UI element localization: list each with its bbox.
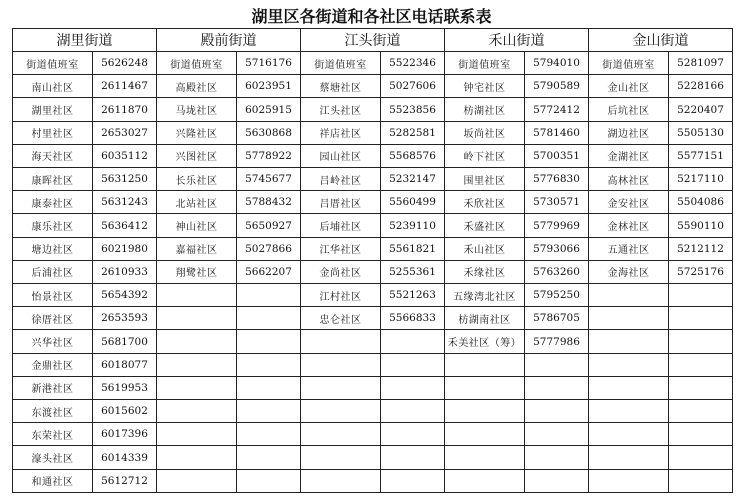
phone-number-cell: 5786705 xyxy=(525,307,589,330)
community-name-cell: 枋湖南社区 xyxy=(445,307,525,330)
phone-number-cell: 6018077 xyxy=(93,353,157,376)
community-name-cell: 忠仑社区 xyxy=(301,307,381,330)
phone-number-cell xyxy=(237,446,301,469)
phone-number-cell xyxy=(669,353,733,376)
phone-number-cell: 2653593 xyxy=(93,307,157,330)
phone-number-cell: 5716176 xyxy=(237,52,301,75)
phone-number-cell: 5521263 xyxy=(381,284,445,307)
phone-number-cell xyxy=(381,423,445,446)
street-header-jiangtou: 江头街道 xyxy=(301,29,445,52)
phone-number-cell: 5631243 xyxy=(93,191,157,214)
community-name-cell: 兴隆社区 xyxy=(157,121,237,144)
phone-number-cell xyxy=(237,376,301,399)
table-row xyxy=(13,376,733,399)
table-row xyxy=(13,237,733,260)
phone-number-cell xyxy=(237,284,301,307)
phone-number-cell xyxy=(381,446,445,469)
phone-number-cell: 5681700 xyxy=(93,330,157,353)
table-row xyxy=(13,52,733,75)
community-name-cell xyxy=(589,307,669,330)
phone-number-cell: 5662207 xyxy=(237,260,301,283)
community-name-cell: 湖边社区 xyxy=(589,121,669,144)
community-name-cell: 禾缘社区 xyxy=(445,260,525,283)
phone-number-cell xyxy=(237,400,301,423)
community-name-cell: 金山社区 xyxy=(589,75,669,98)
community-name-cell: 长乐社区 xyxy=(157,168,237,191)
community-name-cell: 江华社区 xyxy=(301,237,381,260)
community-name-cell: 和通社区 xyxy=(13,469,93,492)
community-name-cell: 金安社区 xyxy=(589,191,669,214)
table-row xyxy=(13,260,733,283)
phone-number-cell xyxy=(381,330,445,353)
phone-number-cell: 5779969 xyxy=(525,214,589,237)
phone-number-cell: 5626248 xyxy=(93,52,157,75)
community-name-cell xyxy=(445,469,525,492)
table-row xyxy=(13,446,733,469)
community-name-cell xyxy=(589,400,669,423)
community-name-cell: 后埔社区 xyxy=(301,214,381,237)
phone-number-cell: 5577151 xyxy=(669,144,733,167)
community-name-cell: 金林社区 xyxy=(589,214,669,237)
community-name-cell: 湖里社区 xyxy=(13,98,93,121)
community-name-cell: 怡景社区 xyxy=(13,284,93,307)
phone-number-cell: 5232147 xyxy=(381,168,445,191)
community-name-cell: 后浦社区 xyxy=(13,260,93,283)
phone-number-cell xyxy=(525,423,589,446)
table-row xyxy=(13,121,733,144)
community-name-cell xyxy=(301,330,381,353)
community-name-cell: 嘉福社区 xyxy=(157,237,237,260)
phone-number-cell: 5730571 xyxy=(525,191,589,214)
phone-number-cell: 5505130 xyxy=(669,121,733,144)
street-header-huli: 湖里街道 xyxy=(13,29,157,52)
community-name-cell xyxy=(445,446,525,469)
community-name-cell: 街道值班室 xyxy=(589,52,669,75)
community-name-cell: 后坑社区 xyxy=(589,98,669,121)
phone-number-cell: 6021980 xyxy=(93,237,157,260)
phone-number-cell: 5781460 xyxy=(525,121,589,144)
community-name-cell xyxy=(589,353,669,376)
community-name-cell: 北站社区 xyxy=(157,191,237,214)
phone-number-cell xyxy=(669,330,733,353)
street-header-jinshan: 金山街道 xyxy=(589,29,733,52)
table-row xyxy=(13,144,733,167)
phone-number-cell: 5522346 xyxy=(381,52,445,75)
phone-number-cell: 2611467 xyxy=(93,75,157,98)
street-header-heshan: 禾山街道 xyxy=(445,29,589,52)
table-row xyxy=(13,214,733,237)
community-name-cell: 金尚社区 xyxy=(301,260,381,283)
phone-number-cell: 6015602 xyxy=(93,400,157,423)
community-name-cell: 坂尚社区 xyxy=(445,121,525,144)
community-name-cell: 钟宅社区 xyxy=(445,75,525,98)
phone-number-cell: 2611870 xyxy=(93,98,157,121)
community-name-cell: 街道值班室 xyxy=(301,52,381,75)
phone-number-cell: 5776830 xyxy=(525,168,589,191)
phone-number-cell: 6017396 xyxy=(93,423,157,446)
phone-number-cell xyxy=(237,423,301,446)
phone-number-cell: 5790589 xyxy=(525,75,589,98)
phone-number-cell: 5228166 xyxy=(669,75,733,98)
community-name-cell: 东渡社区 xyxy=(13,400,93,423)
community-name-cell: 枋湖社区 xyxy=(445,98,525,121)
phone-number-cell: 5568576 xyxy=(381,144,445,167)
community-name-cell: 吕厝社区 xyxy=(301,191,381,214)
phone-number-cell: 5788432 xyxy=(237,191,301,214)
phone-number-cell xyxy=(669,307,733,330)
phone-number-cell xyxy=(381,376,445,399)
phone-number-cell xyxy=(669,469,733,492)
community-name-cell xyxy=(301,400,381,423)
phone-number-cell xyxy=(237,469,301,492)
table-row xyxy=(13,284,733,307)
phone-number-cell: 5560499 xyxy=(381,191,445,214)
community-name-cell xyxy=(445,423,525,446)
community-name-cell: 园山社区 xyxy=(301,144,381,167)
community-name-cell: 江村社区 xyxy=(301,284,381,307)
community-name-cell: 兴华社区 xyxy=(13,330,93,353)
community-name-cell: 塘边社区 xyxy=(13,237,93,260)
phone-number-cell: 6035112 xyxy=(93,144,157,167)
phone-number-cell: 5282581 xyxy=(381,121,445,144)
community-name-cell: 五通社区 xyxy=(589,237,669,260)
table-row xyxy=(13,307,733,330)
phone-number-cell xyxy=(669,446,733,469)
phone-number-cell: 5654392 xyxy=(93,284,157,307)
phone-number-cell: 5566833 xyxy=(381,307,445,330)
community-name-cell: 兴图社区 xyxy=(157,144,237,167)
community-name-cell: 街道值班室 xyxy=(157,52,237,75)
phone-number-cell: 5504086 xyxy=(669,191,733,214)
community-name-cell: 康晖社区 xyxy=(13,168,93,191)
community-name-cell xyxy=(157,284,237,307)
phone-number-cell xyxy=(525,353,589,376)
phone-number-cell xyxy=(525,400,589,423)
community-name-cell xyxy=(157,353,237,376)
phone-number-cell: 5631250 xyxy=(93,168,157,191)
phone-number-cell: 2610933 xyxy=(93,260,157,283)
phone-number-cell: 5612712 xyxy=(93,469,157,492)
community-name-cell: 徐厝社区 xyxy=(13,307,93,330)
community-name-cell: 蔡塘社区 xyxy=(301,75,381,98)
community-name-cell: 马垅社区 xyxy=(157,98,237,121)
phone-number-cell xyxy=(237,307,301,330)
community-name-cell xyxy=(589,330,669,353)
community-name-cell xyxy=(589,423,669,446)
phone-number-cell: 5217110 xyxy=(669,168,733,191)
phone-number-cell: 5523856 xyxy=(381,98,445,121)
phone-number-cell: 5027866 xyxy=(237,237,301,260)
table-title: 湖里区各街道和各社区电话联系表 xyxy=(251,7,492,26)
community-name-cell: 江头社区 xyxy=(301,98,381,121)
community-name-cell: 金鼎社区 xyxy=(13,353,93,376)
phone-number-cell xyxy=(669,400,733,423)
phone-number-cell xyxy=(381,353,445,376)
phone-number-cell: 5561821 xyxy=(381,237,445,260)
phone-number-cell: 5772412 xyxy=(525,98,589,121)
phone-number-cell: 5777986 xyxy=(525,330,589,353)
community-name-cell xyxy=(589,469,669,492)
community-name-cell xyxy=(301,446,381,469)
phone-number-cell: 6025915 xyxy=(237,98,301,121)
community-name-cell xyxy=(301,469,381,492)
phone-number-cell: 6023951 xyxy=(237,75,301,98)
community-name-cell xyxy=(157,446,237,469)
phone-number-cell xyxy=(669,284,733,307)
phone-number-cell: 5793066 xyxy=(525,237,589,260)
community-name-cell: 金湖社区 xyxy=(589,144,669,167)
community-name-cell: 禾山社区 xyxy=(445,237,525,260)
community-name-cell xyxy=(301,423,381,446)
phone-number-cell: 2653027 xyxy=(93,121,157,144)
community-name-cell xyxy=(589,284,669,307)
table-row xyxy=(13,98,733,121)
community-name-cell xyxy=(157,307,237,330)
community-name-cell xyxy=(157,400,237,423)
community-name-cell: 康泰社区 xyxy=(13,191,93,214)
phone-number-cell: 5636412 xyxy=(93,214,157,237)
phone-number-cell: 6014339 xyxy=(93,446,157,469)
phone-number-cell: 5281097 xyxy=(669,52,733,75)
phone-number-cell xyxy=(669,376,733,399)
community-name-cell: 吕岭社区 xyxy=(301,168,381,191)
community-name-cell: 金海社区 xyxy=(589,260,669,283)
community-name-cell: 村里社区 xyxy=(13,121,93,144)
community-name-cell xyxy=(445,353,525,376)
table-row xyxy=(13,423,733,446)
phone-number-cell: 5778922 xyxy=(237,144,301,167)
phone-number-cell xyxy=(237,330,301,353)
community-name-cell: 翔鹭社区 xyxy=(157,260,237,283)
phone-number-cell xyxy=(525,469,589,492)
community-name-cell: 濠头社区 xyxy=(13,446,93,469)
phone-number-cell: 5794010 xyxy=(525,52,589,75)
phone-number-cell: 5239110 xyxy=(381,214,445,237)
phone-number-cell: 5795250 xyxy=(525,284,589,307)
phone-number-cell: 5619953 xyxy=(93,376,157,399)
community-name-cell xyxy=(157,469,237,492)
community-name-cell: 海天社区 xyxy=(13,144,93,167)
table-row xyxy=(13,168,733,191)
table-row xyxy=(13,330,733,353)
community-name-cell: 高林社区 xyxy=(589,168,669,191)
phone-number-cell: 5650927 xyxy=(237,214,301,237)
community-name-cell: 街道值班室 xyxy=(445,52,525,75)
phone-number-cell: 5763260 xyxy=(525,260,589,283)
community-name-cell xyxy=(157,330,237,353)
table-row xyxy=(13,75,733,98)
phone-number-cell: 5255361 xyxy=(381,260,445,283)
table-row xyxy=(13,400,733,423)
community-name-cell xyxy=(157,376,237,399)
community-name-cell: 神山社区 xyxy=(157,214,237,237)
phone-number-cell xyxy=(237,353,301,376)
community-name-cell: 南山社区 xyxy=(13,75,93,98)
header-row xyxy=(13,29,733,52)
phone-number-cell: 5725176 xyxy=(669,260,733,283)
community-name-cell xyxy=(157,423,237,446)
community-name-cell: 街道值班室 xyxy=(13,52,93,75)
community-name-cell: 高殿社区 xyxy=(157,75,237,98)
phone-number-cell xyxy=(381,469,445,492)
community-name-cell: 禾欣社区 xyxy=(445,191,525,214)
community-name-cell xyxy=(301,353,381,376)
phone-number-cell: 5590110 xyxy=(669,214,733,237)
community-name-cell: 禾美社区（筹） xyxy=(445,330,525,353)
contact-table xyxy=(12,28,733,493)
phone-number-cell: 5630868 xyxy=(237,121,301,144)
community-name-cell: 康乐社区 xyxy=(13,214,93,237)
community-name-cell: 围里社区 xyxy=(445,168,525,191)
community-name-cell xyxy=(301,376,381,399)
community-name-cell: 禾盛社区 xyxy=(445,214,525,237)
phone-number-cell: 5700351 xyxy=(525,144,589,167)
community-name-cell: 东荣社区 xyxy=(13,423,93,446)
table-row xyxy=(13,191,733,214)
phone-number-cell xyxy=(381,400,445,423)
table-body xyxy=(13,52,733,493)
community-name-cell: 五缘湾北社区 xyxy=(445,284,525,307)
street-header-dianqian: 殿前街道 xyxy=(157,29,301,52)
community-name-cell xyxy=(445,400,525,423)
phone-number-cell: 5220407 xyxy=(669,98,733,121)
table-row xyxy=(13,469,733,492)
table-row xyxy=(13,353,733,376)
community-name-cell: 岭下社区 xyxy=(445,144,525,167)
community-name-cell xyxy=(589,446,669,469)
phone-number-cell: 5027606 xyxy=(381,75,445,98)
phone-number-cell: 5745677 xyxy=(237,168,301,191)
community-name-cell xyxy=(445,376,525,399)
community-name-cell: 新港社区 xyxy=(13,376,93,399)
community-name-cell: 祥店社区 xyxy=(301,121,381,144)
phone-number-cell xyxy=(525,446,589,469)
community-name-cell xyxy=(589,376,669,399)
phone-number-cell xyxy=(669,423,733,446)
phone-number-cell: 5212112 xyxy=(669,237,733,260)
phone-number-cell xyxy=(525,376,589,399)
